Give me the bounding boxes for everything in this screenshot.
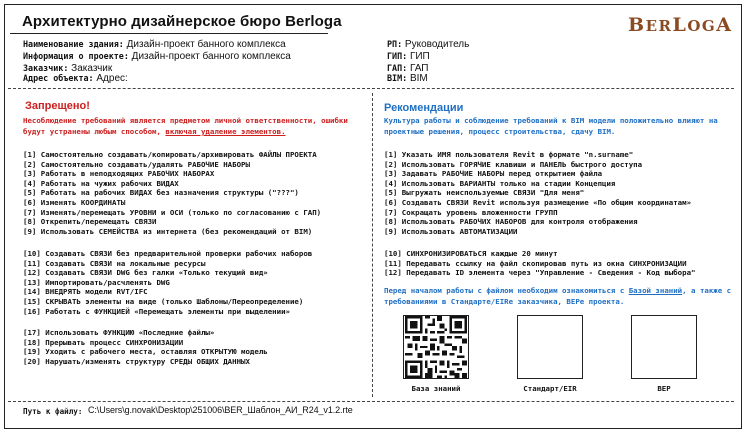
info-key: Заказчик: xyxy=(23,63,69,73)
qr-label-knowledge-base: База знаний xyxy=(411,384,461,393)
list-item: [16] Работать с ФУНКЦИЕЙ «Перемещать элементы при выделении» xyxy=(23,306,290,316)
list-item: [17] Использовать ФУНКЦИЮ «Последние файлы» xyxy=(23,328,215,337)
standard-eir-qr-placeholder xyxy=(517,315,583,379)
info-key: BIM: xyxy=(387,73,408,83)
file-path-value[interactable]: C:\Users\g.novak\Desktop\251006\BER_Шаблон_АИ_R24_v1.2.rte xyxy=(88,405,353,415)
list-item: [14] ВНЕДРЯТЬ модели RVT/IFC xyxy=(23,287,148,297)
info-key: ГИП: xyxy=(387,51,408,61)
warning-underlined: включая удаление элементов. xyxy=(165,127,286,136)
list-item: [3] Работать в неподходящих РАБОЧИХ НАБОРАХ xyxy=(23,169,215,179)
forbidden-title: Запрещено! xyxy=(25,100,90,112)
list-item: [5] Выгружать неиспользуемые СВЯЗИ "Для меня" xyxy=(384,188,585,198)
list-item: [19] Уходить с рабочего места, оставляя ОТКРЫТУЮ модель xyxy=(23,347,268,357)
recommendations-note xyxy=(384,285,739,307)
warning-text: Несоблюдение требований является предметом личной ответственности, ошибки будут устранены любым способом, xyxy=(23,116,348,136)
recommendations-title: Рекомендации xyxy=(384,102,464,114)
title-underline xyxy=(10,33,328,34)
list-item: [4] Использовать ВАРИАНТЫ только на стадии Концепция xyxy=(384,178,616,188)
list-item: [13] Импортировать/расчленять DWG xyxy=(23,277,170,287)
list-item: [6] Изменять КООРДИНАТЫ xyxy=(23,197,126,207)
info-value: Руководитель xyxy=(404,39,470,50)
list-item: [2] Самостоятельно создавать/удалять РАБОЧИЕ НАБОРЫ xyxy=(23,159,250,169)
page-title: Архитектурно дизайнерское бюро Berloga xyxy=(22,13,342,30)
knowledge-base-link[interactable]: Базой знаний xyxy=(628,286,683,295)
info-value: Заказчик xyxy=(71,63,113,74)
list-item: [12] Создавать СВЯЗИ DWG без галки «Только текущий вид» xyxy=(23,268,268,278)
list-item: [7] Сокращать уровень вложенности ГРУПП xyxy=(384,207,558,217)
recommendations-list-2 xyxy=(384,249,695,278)
file-path-label: Путь к файлу: xyxy=(23,407,83,416)
info-key: Информация о проекте: xyxy=(23,51,129,61)
info-key: Адрес объекта: xyxy=(23,73,94,83)
list-item: [8] Открепить/перемещать СВЯЗИ xyxy=(23,217,157,227)
list-item: [1] Самостоятельно создавать/копировать/архивировать ФАЙЛЫ ПРОЕКТА xyxy=(23,150,317,159)
info-key: РП: xyxy=(387,39,403,49)
bottom-divider xyxy=(8,401,734,402)
list-item: [11] Передавать ссылку на файл скопировав путь из окна СИНХРОНИЗАЦИИ xyxy=(384,258,687,268)
recommendations-list-1 xyxy=(384,150,691,236)
column-divider xyxy=(372,93,373,397)
list-item: [8] Использовать РАБОЧИХ НАБОРОВ для контроля отображения xyxy=(384,217,638,227)
list-item: [18] Прерывать процесс СИНХРОНИЗАЦИИ xyxy=(23,337,184,347)
info-key: Наименование здания: xyxy=(23,39,124,49)
company-logo: BERLOGA xyxy=(628,14,733,36)
list-item: [15] СКРЫВАТЬ элементы на виде (только Шаблоны/Переопределение) xyxy=(23,296,304,306)
top-divider xyxy=(8,88,734,89)
qr-code-icon xyxy=(404,316,468,378)
list-item: [2] Использовать ГОРЯЧИЕ клавиши и ПАНЕЛЬ быстрого доступа xyxy=(384,159,643,169)
note-text-after: , а также с требованиями в Стандарте/EIRe заказчика, BEPe проекта. xyxy=(384,286,732,306)
note-text-before: Перед началом работы с файлом необходим ознакомиться с xyxy=(384,286,629,295)
info-address xyxy=(23,73,128,84)
forbidden-list-2 xyxy=(23,249,312,316)
list-item: [9] Использовать АВТОМАТИЗАЦИИ xyxy=(384,226,518,236)
info-gip xyxy=(387,51,430,62)
info-value: ГАП xyxy=(409,63,429,74)
info-value: Адрес: xyxy=(96,73,128,84)
list-item: [10] Создавать СВЯЗИ без предварительной проверки рабочих наборов xyxy=(23,249,313,258)
forbidden-list-1 xyxy=(23,150,321,236)
list-item: [5] Работать на рабочих ВИДАХ без назначения структуры ("???") xyxy=(23,188,299,198)
recommendations-intro: Культура работы и соблюдение требований к BIM модели положительно влияют на проектные решения, процесс строительства, сдачу BIM. xyxy=(384,116,718,136)
list-item: [9] Использовать СЕМЕЙСТВА из интернета (без рекомендаций от BIM) xyxy=(23,226,313,236)
list-item: [1] Указать ИМЯ пользователя Revit в формате "n.surname" xyxy=(384,150,634,159)
list-item: [20] Нарушать/изменять структуру СРЕДЫ ОБЩИХ ДАННЫХ xyxy=(23,356,250,366)
list-item: [10] СИНХРОНИЗИРОВАТЬСЯ каждые 20 минут xyxy=(384,249,558,258)
info-bim xyxy=(387,73,428,84)
info-value: Дизайн-проект банного комплекса xyxy=(131,51,291,62)
forbidden-warning xyxy=(23,115,368,137)
info-value: Дизайн-проект банного комплекса xyxy=(126,39,286,50)
info-building-name xyxy=(23,39,286,50)
info-manager xyxy=(387,39,469,50)
info-value: ГИП xyxy=(409,51,430,62)
list-item: [12] Передавать ID элемента через "Управление - Сведения - Код выбора" xyxy=(384,268,696,278)
info-key: ГАП: xyxy=(387,63,408,73)
list-item: [7] Изменять/перемещать УРОВНИ и ОСИ (только по согласованию с ГАП) xyxy=(23,207,322,217)
list-item: [4] Работать на чужих рабочих ВИДАХ xyxy=(23,178,179,188)
list-item: [3] Задавать РАБОЧИЕ НАБОРЫ перед открытием файла xyxy=(384,169,603,179)
list-item: [11] Создавать СВЯЗИ на локальные ресурсы xyxy=(23,258,206,268)
info-project xyxy=(23,51,291,62)
list-item: [6] Создавать СВЯЗИ Revit используя размещение «По общим координатам» xyxy=(384,197,692,207)
bep-qr-placeholder xyxy=(631,315,697,379)
info-value: BIM xyxy=(409,73,428,84)
forbidden-list-3 xyxy=(23,328,268,366)
knowledge-base-qr-code[interactable] xyxy=(403,315,469,379)
qr-label-bep: BEP xyxy=(657,384,671,393)
qr-label-standard-eir: Стандарт/EIR xyxy=(523,384,577,393)
